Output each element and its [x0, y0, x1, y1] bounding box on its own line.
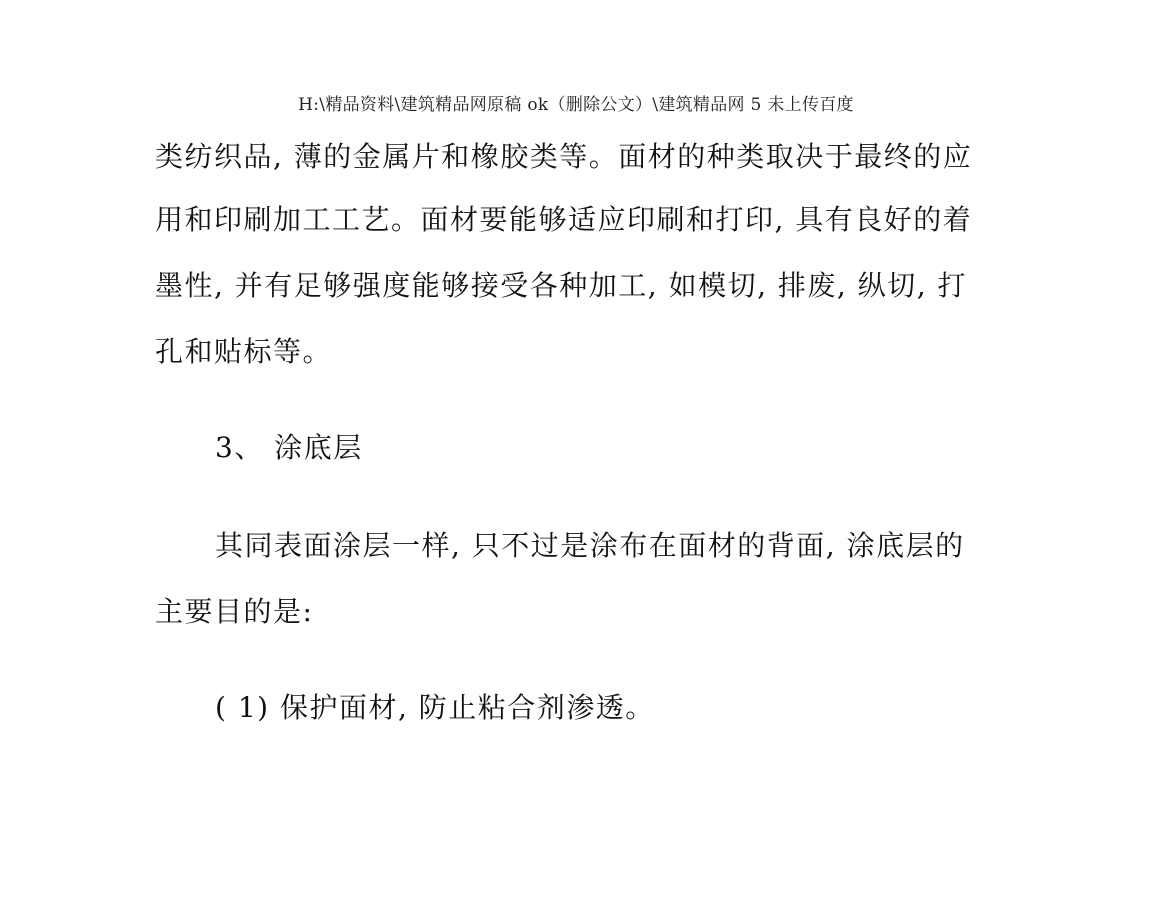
- section-heading: 3、 涂底层: [215, 431, 363, 464]
- paragraph-line: 孔和贴标等。: [155, 335, 333, 368]
- list-item: ( 1) 保护面材, 防止粘合剂渗透。: [215, 691, 655, 724]
- file-path-header: H:\精品资料\建筑精品网原稿 ok（删除公文）\建筑精品网 5 未上传百度: [298, 95, 854, 115]
- paragraph-line: 类纺织品, 薄的金属片和橡胶类等。面材的种类取决于最终的应: [155, 140, 973, 173]
- paragraph-line: 墨性, 并有足够强度能够接受各种加工, 如模切, 排废, 纵切, 打: [155, 269, 968, 302]
- paragraph-line: 主要目的是:: [155, 595, 314, 628]
- paragraph-line: 用和印刷加工工艺。面材要能够适应印刷和打印, 具有良好的着: [155, 203, 973, 236]
- paragraph-line: 其同表面涂层一样, 只不过是涂布在面材的背面, 涂底层的: [215, 529, 965, 562]
